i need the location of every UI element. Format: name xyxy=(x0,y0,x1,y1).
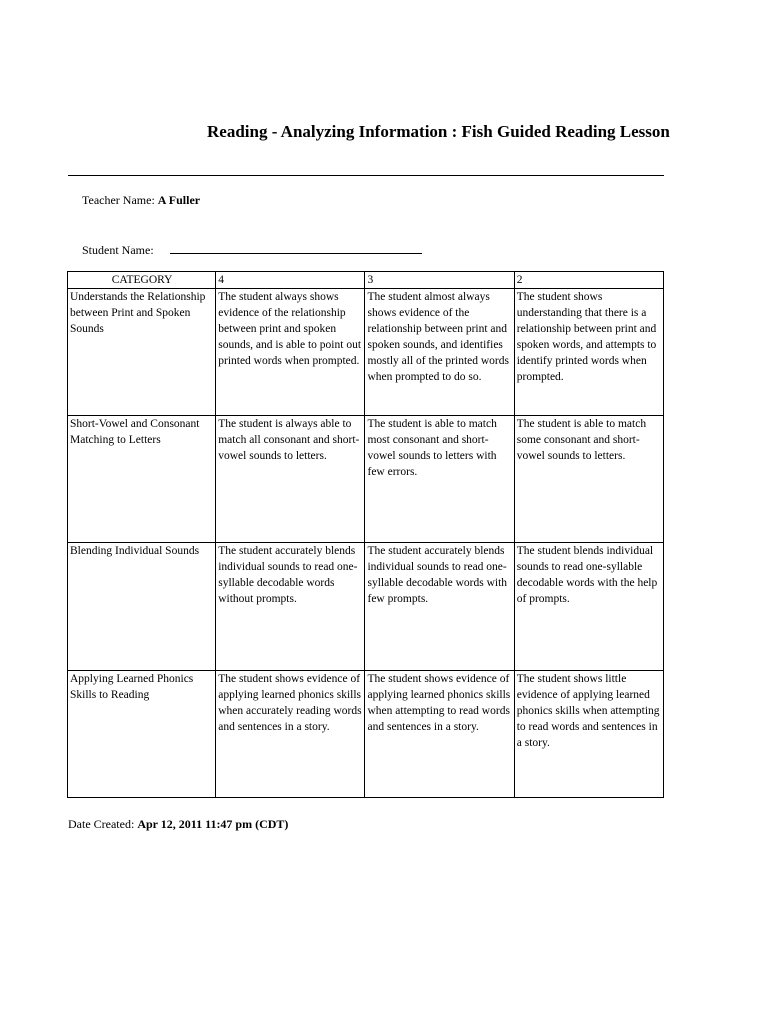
date-created-label: Date Created: xyxy=(68,817,135,831)
table-row xyxy=(68,543,664,671)
table-row xyxy=(68,289,664,416)
rubric-table xyxy=(67,271,664,798)
date-created-line xyxy=(68,816,288,832)
header-score-2: 2 xyxy=(514,272,663,289)
rubric-cell: The student is able to match most consonant and short-vowel sounds to letters with few errors. xyxy=(365,416,514,543)
rubric-cell: The student accurately blends individual sounds to read one-syllable decodable words without prompts. xyxy=(216,543,365,671)
teacher-name-label: Teacher Name: xyxy=(82,193,155,207)
row-category: Understands the Relationship between Print and Spoken Sounds xyxy=(68,289,216,416)
student-name-blank xyxy=(170,241,422,254)
row-category: Blending Individual Sounds xyxy=(68,543,216,671)
table-row xyxy=(68,671,664,798)
rubric-cell: The student blends individual sounds to read one-syllable decodable words with the help of prompts. xyxy=(514,543,663,671)
rubric-cell: The student is able to match some consonant and short-vowel sounds to letters. xyxy=(514,416,663,543)
rubric-cell: The student shows understanding that there is a relationship between print and spoken words, and attempts to identify printed words when prompted. xyxy=(514,289,663,416)
rubric-cell: The student always shows evidence of the relationship between print and spoken sounds, and is able to point out printed words when prompted. xyxy=(216,289,365,416)
rubric-cell: The student shows little evidence of applying learned phonics skills when attempting to read words and sentences in a story. xyxy=(514,671,663,798)
rubric-cell: The student shows evidence of applying learned phonics skills when attempting to read words and sentences in a story. xyxy=(365,671,514,798)
table-row xyxy=(68,416,664,543)
student-name-line xyxy=(82,241,422,258)
title-divider xyxy=(68,175,664,176)
row-category: Short-Vowel and Consonant Matching to Letters xyxy=(68,416,216,543)
rubric-cell: The student shows evidence of applying learned phonics skills when accurately reading words and sentences in a story. xyxy=(216,671,365,798)
rubric-cell: The student almost always shows evidence of the relationship between print and spoken sounds, and identifies mostly all of the printed words when prompted to do so. xyxy=(365,289,514,416)
row-category: Applying Learned Phonics Skills to Reading xyxy=(68,671,216,798)
rubric-header-row xyxy=(68,272,664,289)
header-score-3: 3 xyxy=(365,272,514,289)
header-category: CATEGORY xyxy=(68,272,216,289)
rubric-cell: The student accurately blends individual sounds to read one-syllable decodable words with few prompts. xyxy=(365,543,514,671)
teacher-name-line xyxy=(82,192,200,208)
teacher-name-value: A Fuller xyxy=(157,193,201,207)
page-title: Reading - Analyzing Information : Fish Guided Reading Lesson xyxy=(207,122,670,141)
student-name-label: Student Name: xyxy=(82,243,154,257)
rubric-cell: The student is always able to match all consonant and short-vowel sounds to letters. xyxy=(216,416,365,543)
date-created-value: Apr 12, 2011 11:47 pm (CDT) xyxy=(137,817,289,831)
header-score-4: 4 xyxy=(216,272,365,289)
